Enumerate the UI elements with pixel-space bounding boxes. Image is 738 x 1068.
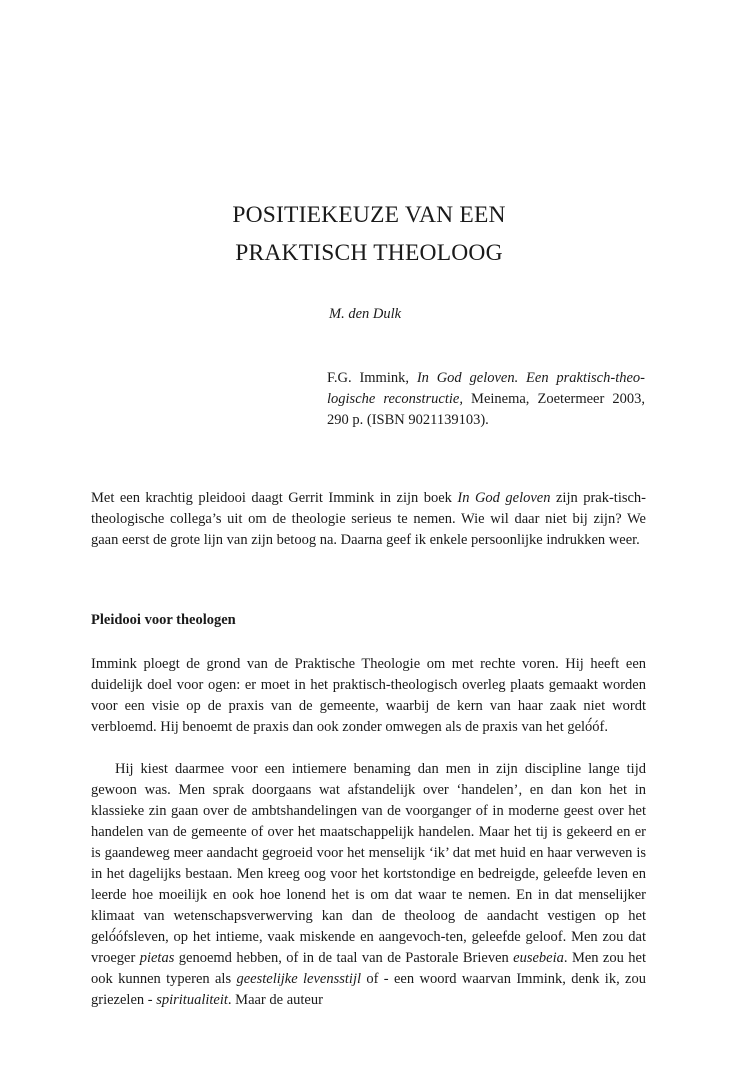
paragraph-1: Immink ploegt de grond van de Praktische Theologie om met rechte voren. Hij heeft een duidelijk doel voor ogen: er moet in het praktisch-theologisch overleg plaats gemaakt worden voor een visie op de praxis van de gemeente, waarbij de kern van haar zaak niet wordt verbloemd. Hij benoemt de praxis dan ook zonder omwegen als de praxis van het geló́óf. xyxy=(91,656,646,735)
intro-paragraph xyxy=(91,488,646,551)
p2-term-spiritualiteit: spiritualiteit xyxy=(156,992,228,1008)
reference-publisher: Meinema, Zoetermeer 2003, 290 p. (ISBN 9021139103). xyxy=(327,391,645,428)
intro-book-title: In God geloven xyxy=(457,490,551,506)
p2-text-5: . Maar de auteur xyxy=(227,992,323,1008)
p2-term-eusebeia: eusebeia xyxy=(513,950,564,966)
intro-text-1: Met een krachtig pleidooi daagt Gerrit Immink in zijn boek xyxy=(91,490,458,506)
p2-term-levensstijl: geestelijke levensstijl xyxy=(236,971,361,987)
paragraph-2 xyxy=(91,759,646,1011)
reference-book-title: In God geloven. Een praktisch-theo-logische reconstructie, xyxy=(327,370,645,407)
title-line-2: PRAKTISCH THEOLOOG xyxy=(235,240,503,266)
reference-author: F.G. Immink, xyxy=(327,370,417,386)
p2-text-1: Hij kiest daarmee voor een intiemere benaming dan men in zijn discipline lange tijd gewoon was. Men sprak doorgaans wat afstandelijk over ‘handelen’, en dan kon het in klassieke zin gaan over de ambtshandelingen van de voorganger of in moderne geest over het handelen van de gemeente of over het maatschappelijk handelen. Maar het tij is gekeerd en er is gaandeweg meer aandacht gegroeid voor het menselijk ‘ik’ dat met huid en haar verweven is in het dagelijks bestaan. Men kreeg oog voor het kortstondige en bedreigde, geleefde leven en leerde hoe moeilijk en ook hoe lonend het is om dat waar te nemen. En in dat menselijker klimaat van wetenschapsverwerving kan dan de theoloog de aandacht vestigen op het geló́ófsleven, op het intieme, vaak miskende en aangevoch-ten, geleefde geloof. Men zou dat vroeger xyxy=(91,761,646,966)
book-reference xyxy=(327,368,645,431)
title-line-1: POSITIEKEUZE VAN EEN xyxy=(232,202,506,228)
article-title xyxy=(0,196,738,272)
section-heading: Pleidooi voor theologen xyxy=(91,612,236,628)
author-name: M. den Dulk xyxy=(329,306,402,322)
p2-text-3: . Men zou het ook kunnen typeren als xyxy=(91,950,646,987)
p2-text-2: genoemd hebben, of in de taal van de Pastorale Brieven xyxy=(174,950,514,966)
intro-text-2: zijn prak-tisch- theologische collega’s uit om de theologie serieus te nemen. Wie wil daar niet bij zijn? We gaan eerst de grote lijn van zijn betoog na. Daarna geef ik enkele persoonlijke indrukken weer. xyxy=(91,490,646,548)
p2-text-4: of - een woord waarvan Immink, denk ik, zou griezelen - xyxy=(91,971,646,1008)
p2-term-pietas: pietas xyxy=(139,950,175,966)
